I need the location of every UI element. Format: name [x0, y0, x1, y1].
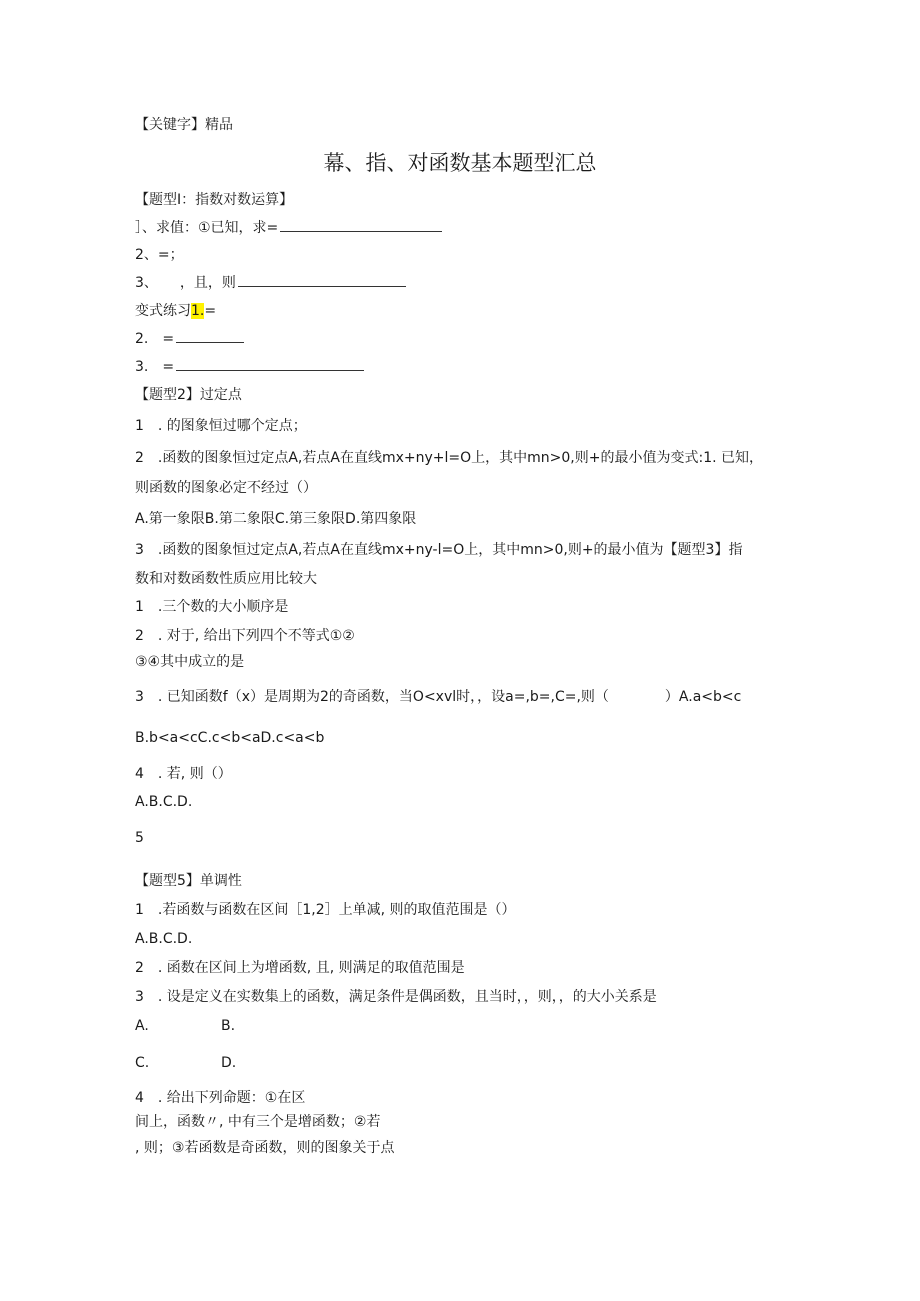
sec3-question-4-options: A.B.C.D. [135, 794, 193, 810]
answer-blank [176, 358, 364, 371]
page-number: 5 [135, 830, 144, 846]
sec5-question-3: 3 . 设是定义在实数集上的函数，满足条件是偶函数，且当时，，则，，的大小关系是 [135, 989, 657, 1005]
option-b: B. [221, 1018, 236, 1034]
variant-equals: = [204, 303, 217, 319]
keyword-line: 【关键字】精品 [135, 117, 233, 133]
variant-exercise-1 [135, 302, 216, 320]
sec1-q3-number: 3、 [135, 275, 158, 291]
sec1-question-2: 2、=； [135, 247, 184, 263]
sec2-question-1: 1 . 的图象恒过哪个定点； [135, 418, 307, 434]
answer-blank [238, 274, 406, 287]
option-a: A. [135, 1018, 149, 1034]
answer-blank [280, 219, 442, 232]
variant-2-text: 2. = [135, 331, 175, 347]
sec3-question-3 [135, 688, 741, 706]
sec1-q1-text: ］、求值：①已知，求= [135, 220, 279, 236]
variant-exercise-2 [135, 330, 244, 348]
sec5-question-2: 2 . 函数在区间上为增函数, 且, 则满足的取值范围是 [135, 960, 465, 976]
sec3-question-3-options: B.b<a<cC.c<b<aD.c<a<b [135, 730, 325, 746]
answer-blank [176, 330, 244, 343]
sec3-question-4: 4 . 若, 则（） [135, 766, 232, 782]
sec5-question-1-options: A.B.C.D. [135, 931, 193, 947]
variant-3-text: 3. = [135, 359, 175, 375]
sec1-question-1 [135, 219, 442, 237]
sec5-question-1: 1 .若函数与函数在区间［1,2］上单减, 则的取值范围是（） [135, 902, 516, 918]
sec2-question-2-cont: 则函数的图象必定不经过（） [135, 480, 317, 496]
sec2-question-2: 2 .函数的图象恒过定点A,若点A在直线mx+ny+l=O上，其中mn>0,则+的最小值为变式:1. 已知， [135, 450, 763, 466]
sec1-q3-text: ，且，则 [179, 275, 236, 291]
page-title: 幕、指、对函数基本题型汇总 [323, 151, 597, 175]
option-d: D. [221, 1055, 237, 1071]
sec3-question-2-cont: ③④其中成立的是 [135, 654, 245, 670]
sec5-question-4: 4 . 给出下列命题：①在区 [135, 1090, 306, 1106]
sec2-question-3: 3 .函数的图象恒过定点A,若点A在直线mx+ny-l=O上，其中mn>0,则+的最小值为【题型3】指 [135, 542, 743, 558]
sec3-question-2: 2 . 对于, 给出下列四个不等式①② [135, 628, 355, 644]
section-2-header: 【题型2】过定点 [135, 387, 242, 403]
option-c: C. [135, 1055, 150, 1071]
section-1-header: 【题型I：指数对数运算】 [135, 192, 294, 208]
sec5-question-4-cont: 间上，函数〃, 中有三个是增函数；②若 [135, 1114, 381, 1130]
highlighted-number: 1. [191, 303, 205, 319]
sec5-question-4-cont2: , 则；③若函数是奇函数，则的图象关于点 [135, 1140, 395, 1156]
variant-label: 变式练习 [135, 303, 191, 319]
sec3-q3-text: 3 . 已知函数f（x）是周期为2的奇函数，当O<xvl时，，设a=,b=,C=,则（ [135, 689, 609, 705]
sec2-question-2-options: A.第一象限B.第二象限C.第三象限D.第四象限 [135, 511, 417, 527]
sec1-question-3 [135, 274, 406, 292]
sec3-question-1: 1 .三个数的大小顺序是 [135, 599, 289, 615]
sec2-question-3-cont: 数和对数函数性质应用比较大 [135, 571, 317, 587]
sec3-q3-end: ）A.a<b<c [664, 689, 742, 705]
section-5-header: 【题型5】单调性 [135, 873, 242, 889]
variant-exercise-3 [135, 358, 364, 376]
